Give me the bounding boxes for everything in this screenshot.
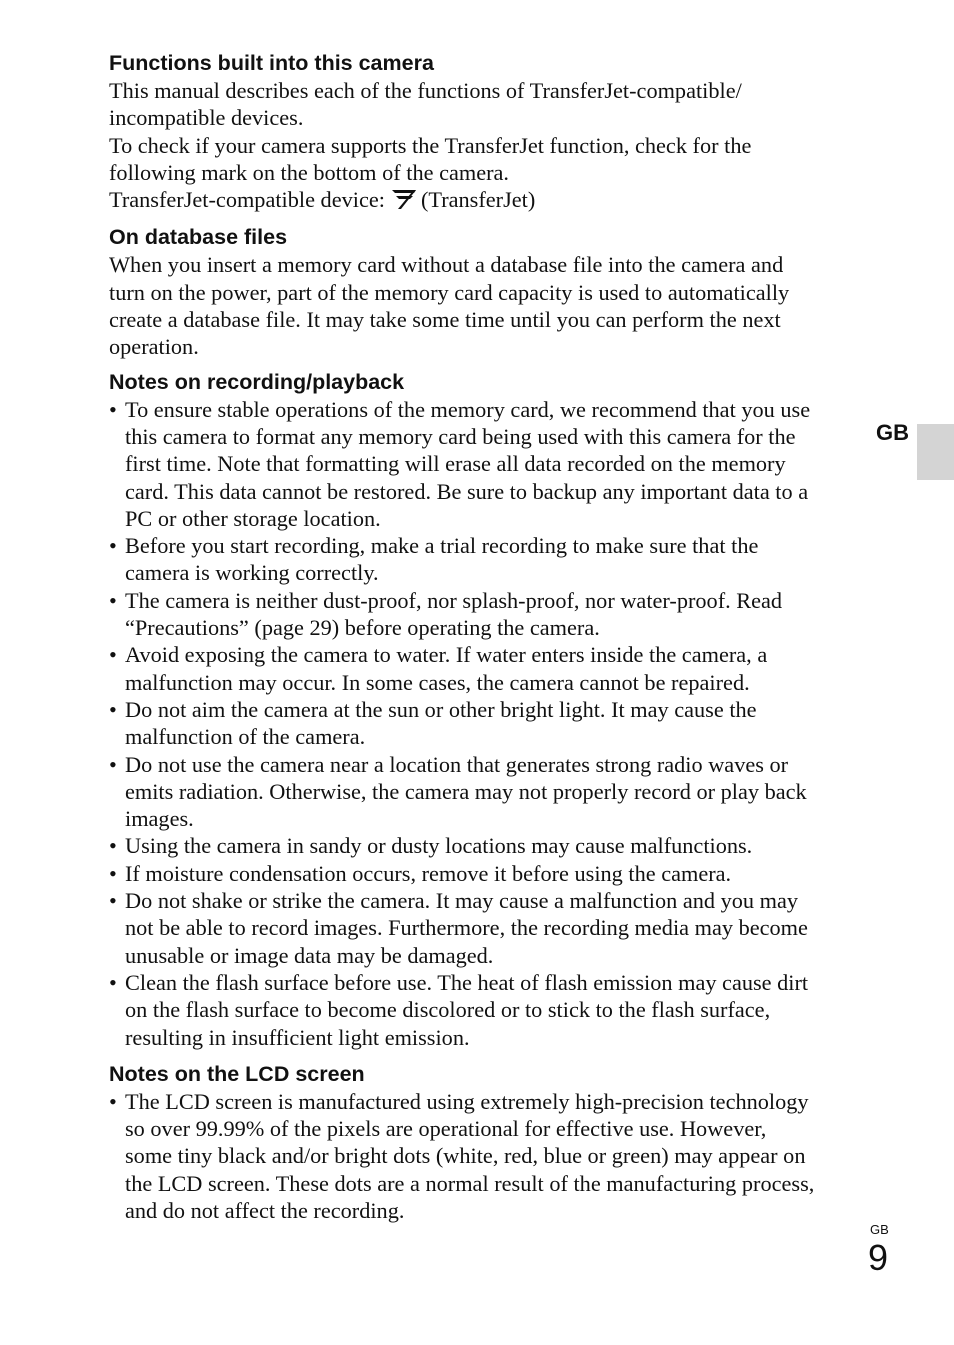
database-paragraph: [109, 251, 861, 360]
list-item-line: Using the camera in sandy or dusty locations may cause malfunctions.: [125, 833, 753, 859]
list-item-line: not be able to record images. Furthermore, the recording media may become: [125, 915, 808, 941]
database-line: operation.: [109, 334, 199, 360]
list-item-line: Clean the flash surface before use. The heat of flash emission may cause dirt: [125, 969, 809, 995]
list-item: [109, 396, 861, 532]
language-tab-label: GB: [876, 420, 909, 445]
section-title-lcd: Notes on the LCD screen: [109, 1061, 365, 1086]
footer-language: GB: [870, 1222, 889, 1237]
list-item-line: To ensure stable operations of the memory card, we recommend that you use: [125, 396, 811, 422]
list-item-line: resulting in insufficient light emission.: [125, 1024, 470, 1050]
list-item-line: emits radiation. Otherwise, the camera may not properly record or play back: [125, 778, 807, 804]
list-item: [109, 696, 861, 751]
list-item-line: PC or other storage location.: [125, 505, 381, 531]
list-item-line: card. This data cannot be restored. Be sure to backup any important data to a: [125, 478, 809, 504]
list-item: [109, 1088, 861, 1224]
list-item: [109, 860, 861, 887]
list-item-line: Before you start recording, make a trial recording to make sure that the: [125, 533, 759, 559]
functions-paragraph-1: [109, 77, 861, 216]
list-item-line: and do not affect the recording.: [125, 1197, 405, 1223]
list-item: [109, 832, 861, 859]
device-prefix: TransferJet-compatible device:: [109, 187, 385, 213]
list-item: [109, 641, 861, 696]
list-item: [109, 969, 861, 1051]
list-item-line: camera is working correctly.: [125, 560, 379, 586]
functions-p2-line-2: following mark on the bottom of the camera.: [109, 159, 509, 185]
list-item-line: If moisture condensation occurs, remove it before using the camera.: [125, 860, 732, 886]
list-item-line: “Precautions” (page 29) before operating the camera.: [125, 615, 600, 641]
list-item: [109, 751, 861, 833]
section-functions: [109, 49, 861, 216]
page-number: 9: [868, 1237, 889, 1278]
database-line: create a database file. It may take some time until you can perform the next: [109, 307, 781, 333]
list-item: [109, 587, 861, 642]
list-item-line: images.: [125, 806, 194, 832]
language-tab-marker: [917, 424, 954, 480]
section-title-recording: Notes on recording/playback: [109, 369, 405, 394]
functions-p2-line-1: To check if your camera supports the TransferJet function, check for the: [109, 132, 752, 158]
device-suffix: (TransferJet): [420, 187, 536, 213]
list-item-line: on the flash surface to become discolored or to stick to the flash surface,: [125, 997, 771, 1023]
list-item-line: The camera is neither dust-proof, nor splash-proof, nor water-proof. Read: [125, 587, 783, 613]
list-item-line: Do not shake or strike the camera. It may cause a malfunction and you may: [125, 888, 799, 914]
section-recording: [109, 368, 861, 1051]
list-item: [109, 532, 861, 587]
lcd-list: [109, 1088, 861, 1224]
section-title-functions: Functions built into this camera: [109, 51, 434, 75]
transferjet-mark-icon: [391, 188, 417, 216]
list-item-line: Do not aim the camera at the sun or other bright light. It may cause the: [125, 696, 757, 722]
functions-p1-line-2: incompatible devices.: [109, 105, 304, 131]
functions-p1-line-1: This manual describes each of the functions of TransferJet-compatible/: [109, 78, 742, 103]
section-lcd: [109, 1060, 861, 1224]
section-database: [109, 223, 861, 360]
list-item-line: malfunction of the camera.: [125, 724, 366, 750]
list-item-line: the LCD screen. These dots are a normal result of the manufacturing process,: [125, 1170, 815, 1196]
list-item-line: some tiny black and/or bright dots (white, red, blue or green) may appear on: [125, 1143, 806, 1169]
list-item-line: Avoid exposing the camera to water. If water enters inside the camera, a: [125, 642, 768, 668]
list-item-line: so over 99.99% of the pixels are operational for effective use. However,: [125, 1116, 767, 1142]
list-item-line: this camera to format any memory card being used with this camera for the: [125, 423, 796, 449]
list-item-line: first time. Note that formatting will erase all data recorded on the memory: [125, 451, 786, 477]
database-line: When you insert a memory card without a database file into the camera and: [109, 252, 784, 278]
list-item: [109, 887, 861, 969]
list-item-line: unusable or image data may be damaged.: [125, 942, 494, 968]
list-item-line: malfunction may occur. In some cases, the camera cannot be repaired.: [125, 669, 750, 695]
recording-list: [109, 396, 861, 1051]
section-title-database: On database files: [109, 225, 288, 250]
page-content: [109, 49, 861, 1224]
database-line: turn on the power, part of the memory card capacity is used to automatically: [109, 279, 790, 305]
list-item-line: Do not use the camera near a location that generates strong radio waves or: [125, 751, 789, 777]
list-item-line: The LCD screen is manufactured using extremely high-precision technology: [125, 1088, 809, 1114]
